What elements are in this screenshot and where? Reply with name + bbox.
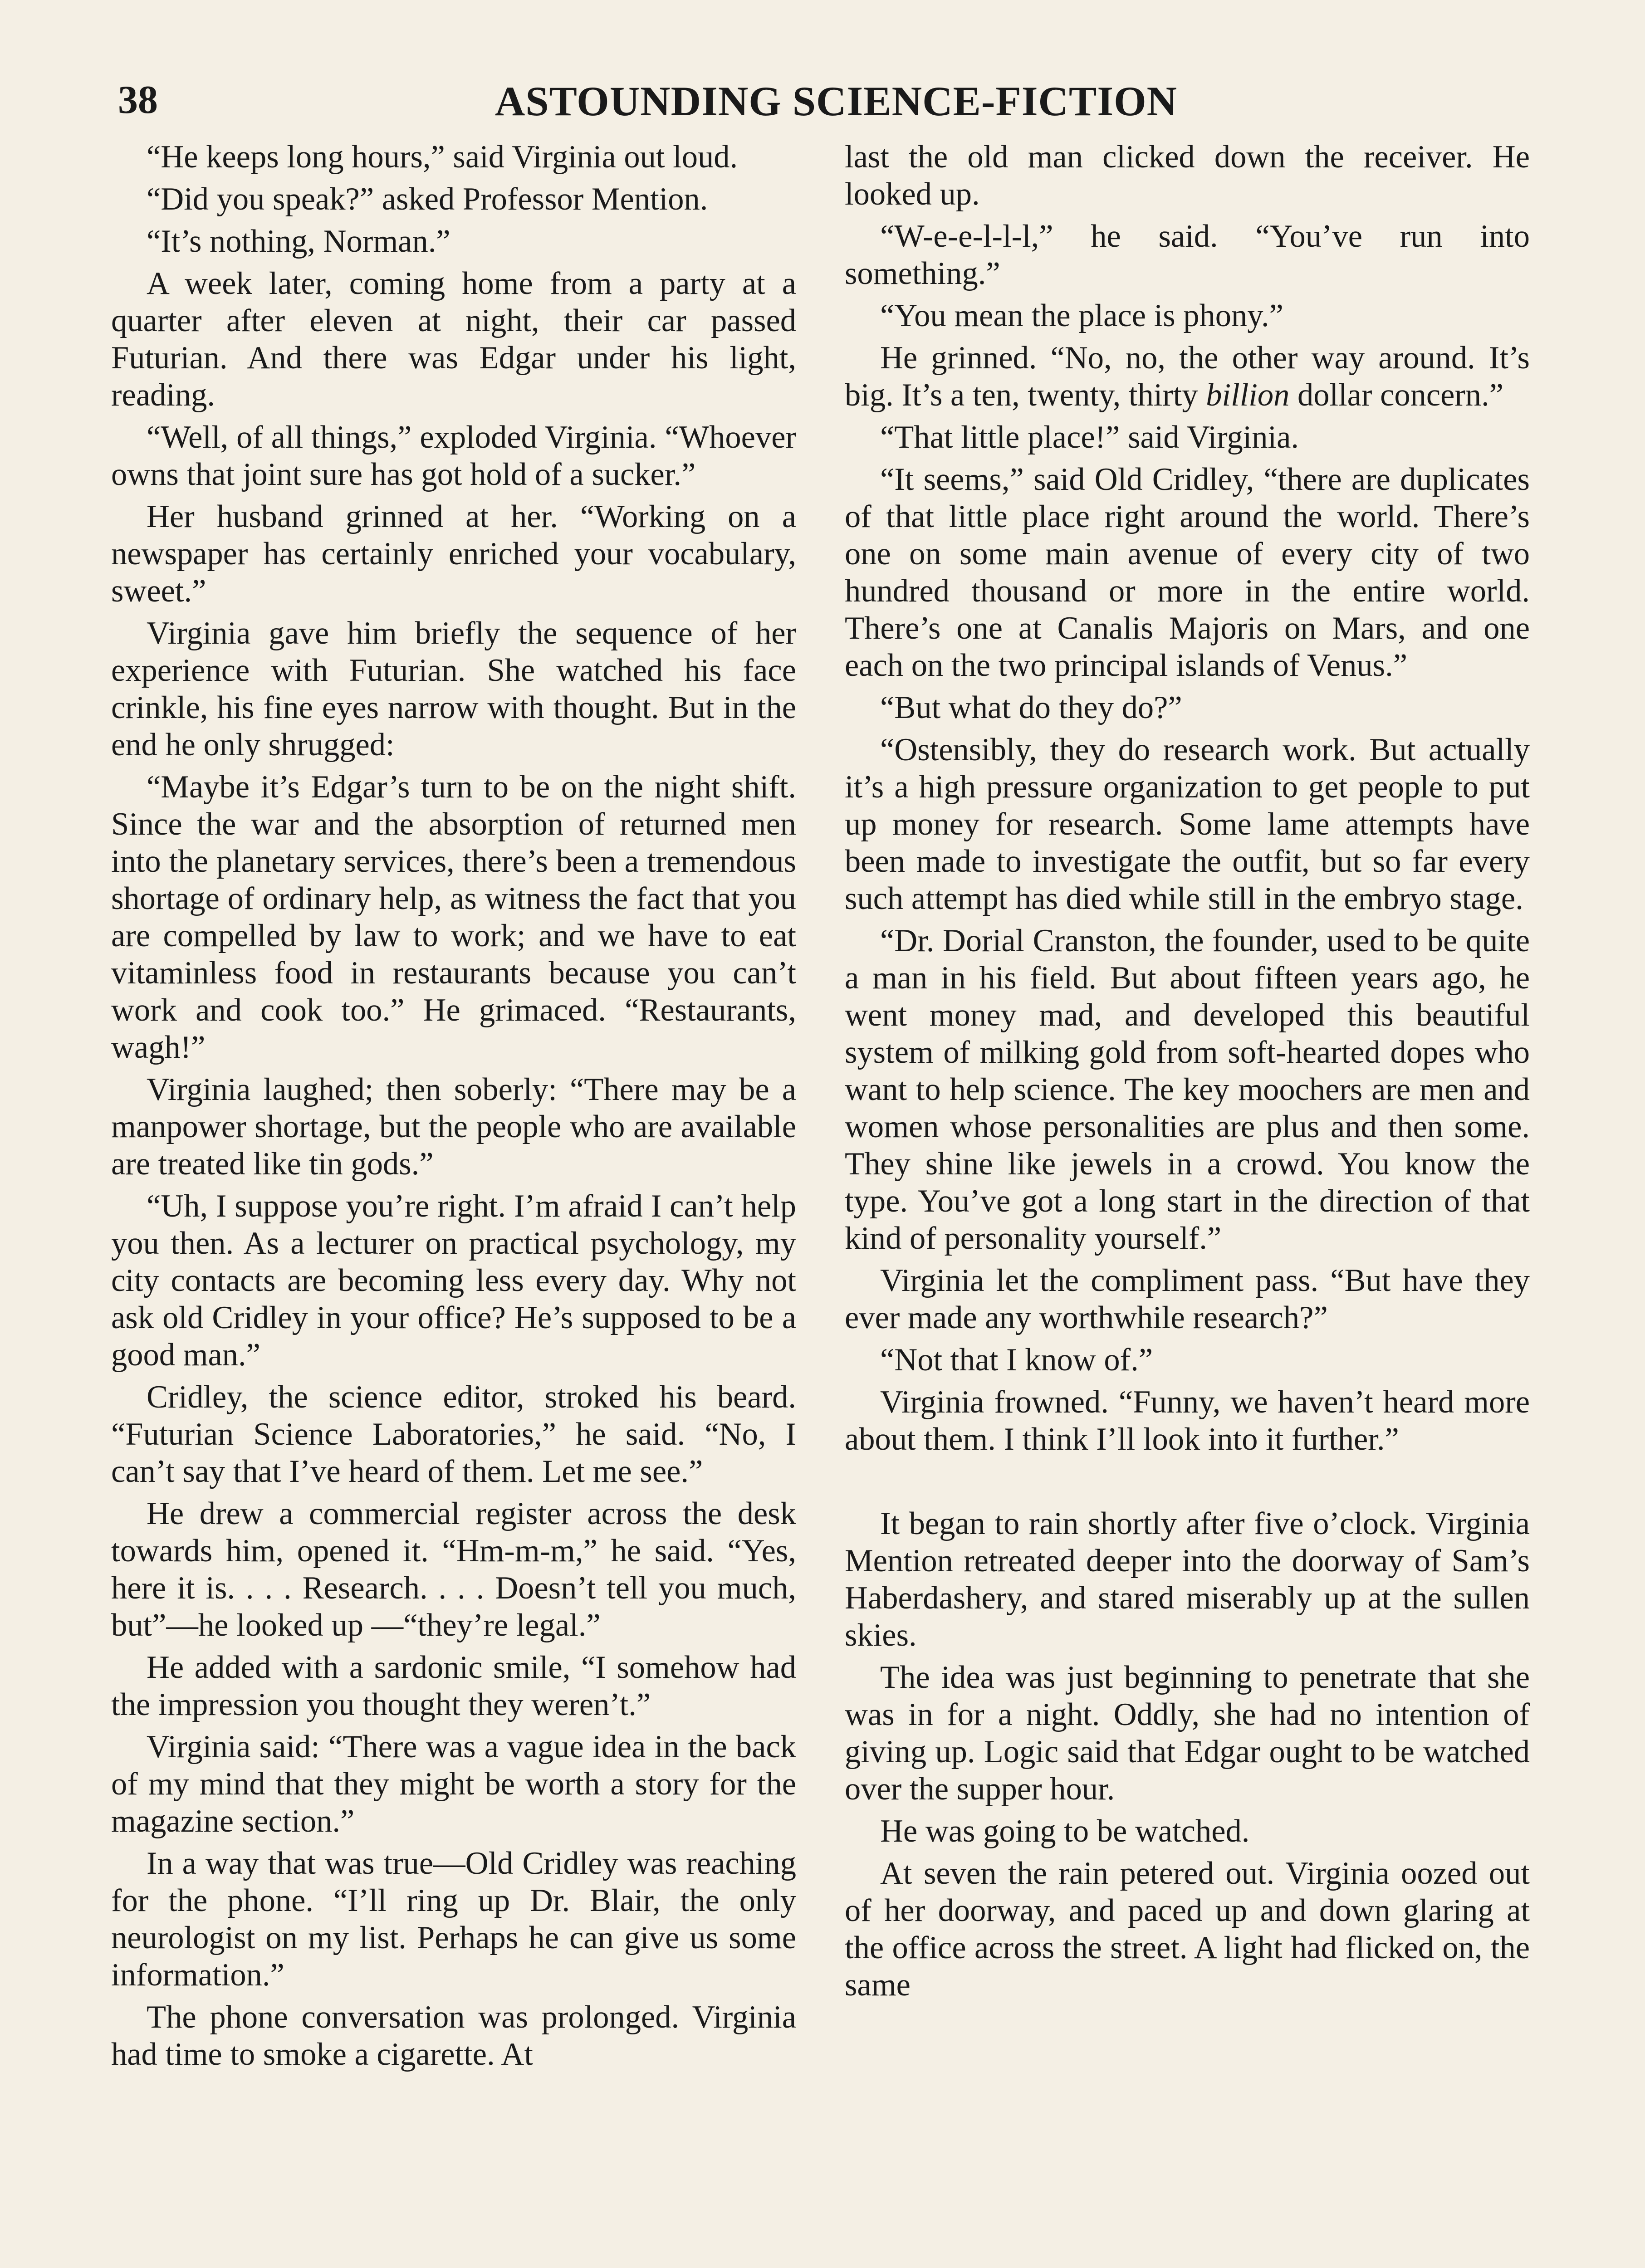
paragraph: He drew a commercial register across the desk towards him, opened it. “Hm-m-m,” he said. “Yes, here it is. . . . Research. . . . Doesn’t tell you much, but”—he looked up —“they’re legal.”: [111, 1496, 796, 1643]
paragraph: “Did you speak?” asked Professor Mention.: [147, 181, 708, 217]
page-header: [118, 77, 1554, 136]
page-number: 38: [118, 78, 158, 122]
paragraph: Virginia frowned. “Funny, we haven’t heard more about them. I think I’ll look into it further.”: [845, 1384, 1530, 1457]
paragraph: “That little place!” said Virginia.: [880, 420, 1299, 455]
paragraph: “Not that I know of.”: [880, 1342, 1153, 1378]
paragraph: He added with a sardonic smile, “I somehow had the impression you thought they weren’t.”: [111, 1650, 796, 1722]
paragraph: “It seems,” said Old Cridley, “there are duplicates of that little place right around the world. There’s one on some main avenue of every city of two hundred thousand or more in the entire world. There’s one at Canalis Majoris on Mars, and one each on the two principal islands of Venus.”: [845, 462, 1530, 683]
paragraph: “Ostensibly, they do research work. But actually it’s a high pressure organization to get people to put up money for research. Some lame attempts have been made to investigate the outfit, but so far every such attempt has died while still in the embryo stage.: [845, 732, 1530, 916]
paragraph: “You mean the place is phony.”: [880, 298, 1283, 333]
paragraph: Virginia gave him briefly the sequence of her experience with Futurian. She watched his face crinkle, his fine eyes narrow with thought. But in the end he only shrugged:: [111, 616, 796, 763]
paragraph: Cridley, the science editor, stroked his beard. “Futurian Science Laboratories,” he said. “No, I can’t say that I’ve heard of them. Let me see.”: [111, 1379, 796, 1489]
paragraph-continued: last the old man clicked down the receiver. He looked up.: [845, 139, 1530, 212]
paragraph: A week later, coming home from a party at a quarter after eleven at night, their car passed Futurian. And there was Edgar under his light, reading.: [111, 266, 796, 413]
paragraph: “Dr. Dorial Cranston, the founder, used to be quite a man in his field. But about fifteen years ago, he went money mad, and developed this beautiful system of milking gold from soft-hearted dopes who want to help science. The key moochers are men and women whose personalities are plus and then some. They shine like jewels in a crowd. You know the type. You’ve got a long start in the direction of that kind of personality yourself.”: [845, 923, 1530, 1256]
paragraph: “It’s nothing, Norman.”: [147, 224, 450, 259]
paragraph: At seven the rain petered out. Virginia oozed out of her doorway, and paced up and down glaring at the office across the street. A light had flicked on, the same: [845, 1856, 1530, 2003]
paragraph: “But what do they do?”: [880, 690, 1182, 725]
paragraph: “W-e-e-l-l-l,” he said. “You’ve run into something.”: [845, 219, 1530, 291]
paragraph: The idea was just beginning to penetrate that she was in for a night. Oddly, she had no intention of giving up. Logic said that Edgar ought to be watched over the supper hour.: [845, 1660, 1530, 1807]
paragraph: Virginia laughed; then soberly: “There may be a manpower shortage, but the people who are available are treated like tin gods.”: [111, 1072, 796, 1182]
right-column: [845, 138, 1530, 2009]
paragraph: Her husband grinned at her. “Working on a newspaper has certainly enriched your vocabulary, sweet.”: [111, 499, 796, 609]
paragraph: “He keeps long hours,” said Virginia out loud.: [147, 139, 738, 175]
paragraph: “Well, of all things,” exploded Virginia. “Whoever owns that joint sure has got hold of a sucker.”: [111, 420, 796, 492]
left-column: [111, 138, 796, 2078]
paragraph: Virginia let the compliment pass. “But have they ever made any worthwhile research?”: [845, 1263, 1530, 1335]
paragraph: Virginia said: “There was a vague idea in the back of my mind that they might be worth a story for the magazine section.”: [111, 1729, 796, 1839]
paragraph: The phone conversation was prolonged. Virginia had time to smoke a cigarette. At: [111, 1999, 796, 2072]
paragraph-section-start: It began to rain shortly after five o’clock. Virginia Mention retreated deeper into the doorway of Sam’s Haberdashery, and stared miserably up at the sullen skies.: [845, 1506, 1530, 1653]
paragraph: He grinned. “No, no, the other way around. It’s big. It’s a ten, twenty, thirty billion dollar concern.”: [845, 340, 1530, 413]
running-title: ASTOUNDING SCIENCE-FICTION: [494, 78, 1178, 124]
paragraph: He was going to be watched.: [880, 1813, 1250, 1849]
paragraph: “Maybe it’s Edgar’s turn to be on the night shift. Since the war and the absorption of returned men into the planetary services, there’s been a tremendous shortage of ordinary help, as witness the fact that you are compelled by law to work; and we have to eat vitaminless food in restaurants because you can’t work and cook too.” He grimaced. “Restaurants, wagh!”: [111, 769, 796, 1065]
paragraph: In a way that was true—Old Cridley was reaching for the phone. “I’ll ring up Dr. Blair, the only neurologist on my list. Perhaps he can give us some information.”: [111, 1846, 796, 1993]
paragraph: “Uh, I suppose you’re right. I’m afraid I can’t help you then. As a lecturer on practical psychology, my city contacts are becoming less every day. Why not ask old Cridley in your office? He’s supposed to be a good man.”: [111, 1188, 796, 1373]
